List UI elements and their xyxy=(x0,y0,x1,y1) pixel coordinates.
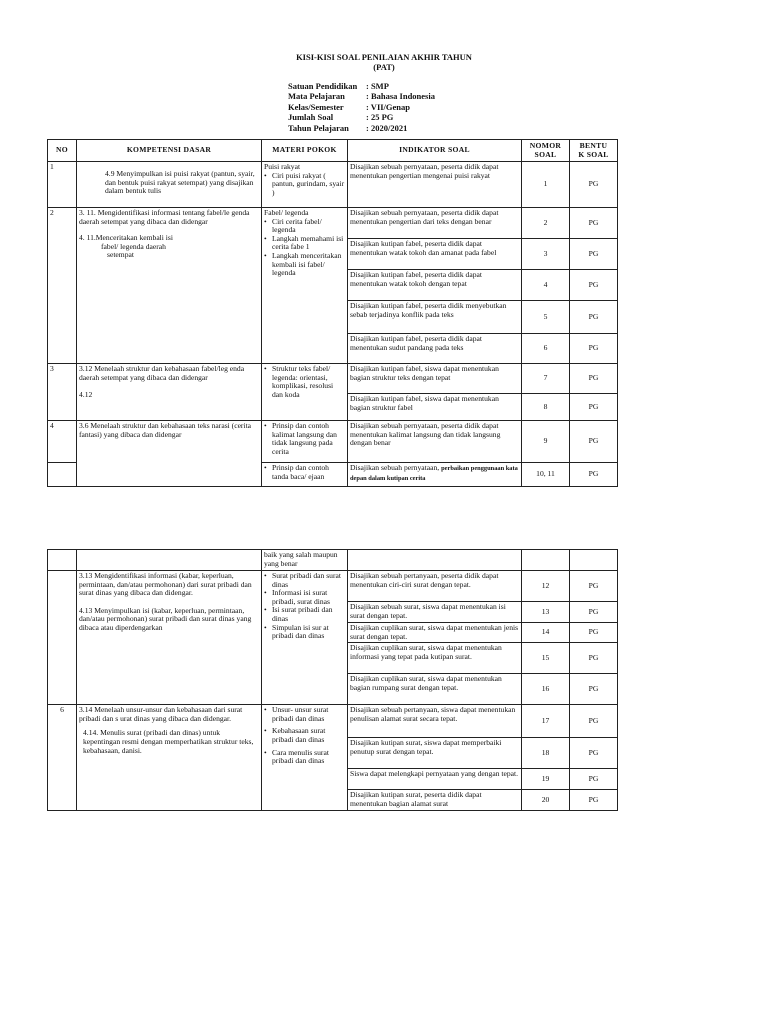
materi-item: • Prinsip dan contoh tanda baca/ ejaan xyxy=(264,464,345,481)
meta-row-jumlah xyxy=(288,112,435,122)
table-row xyxy=(48,208,618,239)
materi-cell xyxy=(262,162,348,208)
kd-text: 3.14 Menelaah unsur-unsur dan kebahasaan dari surat pribadi dan s urat dinas yang dibaca dan didengar. xyxy=(79,705,243,723)
table-row xyxy=(48,162,618,208)
materi-item: • Ciri puisi rakyat ( pantun, gurindam, syair ) xyxy=(264,172,345,198)
materi-item: • Langkah menceritakan kembali isi fabel/ legenda xyxy=(264,252,345,278)
kd-text-2: 4.14. Menulis surat (pribadi dan dinas) untuk kepentingan resmi dengan memperhatikan struktur teks, kebahasaan, danisi. xyxy=(83,728,254,755)
indikator-text-small: perbaikan penggunaan kata depan dalam kutipan cerita xyxy=(350,465,518,482)
header-materi-pokok: MATERI POKOK xyxy=(262,140,348,162)
kd-text: 3.12 Menelaah struktur dan kebahasaan fabel/leg enda daerah setempat yang dibaca dan didengar xyxy=(79,364,245,382)
bentuk-soal: PG xyxy=(570,463,618,487)
table-header-row xyxy=(48,140,618,162)
header-nomor-soal xyxy=(522,140,570,162)
kd-text-2: 4. 11.Menceritakan kembali isi xyxy=(79,233,173,243)
bentuk-soal: PG xyxy=(570,421,618,463)
bentuk-soal: PG xyxy=(570,602,618,623)
indikator-text: Disajikan sebuah pertanyaan, peserta didik dapat menentukan ciri-ciri surat dengan tepat. xyxy=(348,571,522,602)
row-number: 4 xyxy=(48,421,77,463)
header-bentuk-line2: K SOAL xyxy=(578,149,609,159)
table-row xyxy=(48,550,618,571)
kd-text: 3.6 Menelaah struktur dan kebahasaan teks narasi (cerita fantasi) yang dibaca dan didengar xyxy=(77,421,262,487)
materi-cell xyxy=(262,705,348,811)
nomor-soal: 14 xyxy=(522,623,570,643)
materi-cell xyxy=(262,463,348,487)
bentuk-soal: PG xyxy=(570,571,618,602)
materi-item: • Prinsip dan contoh kalimat langsung dan tidak langsung pada cerita xyxy=(264,422,345,456)
header-kompetensi-dasar: KOMPETENSI DASAR xyxy=(77,140,262,162)
indikator-text: Siswa dapat melengkapi pernyataan yang dengan tepat. xyxy=(348,769,522,790)
document-title: KISI-KISI SOAL PENILAIAN AKHIR TAHUN xyxy=(296,52,472,62)
meta-row-mapel xyxy=(288,91,435,101)
indikator-text: Disajikan kutipan fabel, peserta didik menyebutkan sebab terjadinya konflik pada teks xyxy=(348,301,522,334)
indikator-text: Disajikan sebuah surat, siswa dapat menentukan isi surat dengan tepat. xyxy=(348,602,522,623)
meta-row-kelas xyxy=(288,102,435,112)
meta-label: Satuan Pendidikan xyxy=(288,81,358,91)
materi-cell xyxy=(262,208,348,364)
indikator-text: Disajikan cuplikan surat, siswa dapat menentukan informasi yang tepat pada kutipan surat. xyxy=(348,643,522,674)
kd-text-2: 4.13 Menyimpulkan isi (kabar, keperluan, permintaan, dan/atau permohonan) surat pribadi dan surat dinas yang dibaca atau diperdengarkan xyxy=(79,605,252,632)
kd-text: 4.9 Menyimpulkan isi puisi rakyat (pantun, syair, dan bentuk puisi rakyat setempat) yang disajikan dalam bentuk tulis xyxy=(77,162,262,208)
bentuk-soal: PG xyxy=(570,162,618,208)
materi-item: • Simpulan isi sur at pribadi dan dinas xyxy=(264,624,345,641)
bentuk-soal: PG xyxy=(570,301,618,334)
materi-item: • Langkah memahami isi cerita fabe 1 xyxy=(264,235,345,252)
nomor-soal: 15 xyxy=(522,643,570,674)
header-nomor-line2: SOAL xyxy=(534,149,557,159)
indikator-cell xyxy=(348,463,522,487)
indikator-text: Disajikan cuplikan surat, siswa dapat menentukan jenis surat dengan tepat. xyxy=(348,623,522,643)
kd-cell xyxy=(77,705,262,811)
table-row xyxy=(48,571,618,602)
row-number: 6 xyxy=(48,705,77,811)
kd-cell xyxy=(77,208,262,364)
materi-item: • Surat pribadi dan surat dinas xyxy=(264,572,345,589)
indikator-text: Disajikan sebuah pernyataan, peserta didik dapat menentukan pengertian mengenai puisi rakyat xyxy=(348,162,522,208)
indikator-text: Disajikan sebuah pernyataan, peserta didik dapat menentukan pengertian dari teks dengan benar xyxy=(348,208,522,239)
bentuk-soal: PG xyxy=(570,270,618,301)
indikator-text: Disajikan kutipan fabel, peserta didik dapat menentukan sudut pandang pada teks xyxy=(348,334,522,364)
nomor-soal: 1 xyxy=(522,162,570,208)
header-bentuk-soal xyxy=(570,140,618,162)
materi-title: Fabel/ legenda xyxy=(264,208,309,217)
table-row xyxy=(48,705,618,738)
indikator-text: Disajikan kutipan fabel, peserta didik dapat menentukan watak tokoh dan amanat pada fabel xyxy=(348,239,522,270)
materi-item: • Ciri cerita fabel/ legenda xyxy=(264,218,345,235)
indikator-empty xyxy=(348,550,522,571)
indikator-text: Disajikan sebuah pernyataan, xyxy=(350,463,440,472)
nomor-soal: 12 xyxy=(522,571,570,602)
table-row xyxy=(48,364,618,394)
materi-cell xyxy=(262,364,348,421)
kd-empty xyxy=(77,550,262,571)
materi-item: • Unsur- unsur surat pribadi dan dinas xyxy=(264,706,345,723)
indikator-text: Disajikan kutipan fabel, siswa dapat menentukan bagian struktur teks dengan tepat xyxy=(348,364,522,394)
meta-value: : Bahasa Indonesia xyxy=(366,91,435,102)
meta-label: Mata Pelajaran xyxy=(288,91,345,102)
header-indikator-soal: INDIKATOR SOAL xyxy=(348,140,522,162)
materi-cell xyxy=(262,421,348,463)
kisi-table-page-1 xyxy=(47,139,618,487)
nomor-soal: 17 xyxy=(522,705,570,738)
meta-block xyxy=(288,81,435,133)
bentuk-soal: PG xyxy=(570,239,618,270)
bentuk-soal: PG xyxy=(570,643,618,674)
indikator-text: Disajikan kutipan fabel, siswa dapat menentukan bagian struktur fabel xyxy=(348,394,522,421)
meta-row-satuan xyxy=(288,81,435,91)
nomor-soal: 6 xyxy=(522,334,570,364)
nomor-soal: 9 xyxy=(522,421,570,463)
materi-title: Puisi rakyat xyxy=(264,162,301,171)
nomor-soal: 8 xyxy=(522,394,570,421)
nomor-soal: 2 xyxy=(522,208,570,239)
nomor-soal: 16 xyxy=(522,674,570,705)
bentuk-soal: PG xyxy=(570,705,618,738)
nomor-soal: 18 xyxy=(522,738,570,769)
row-number: 3 xyxy=(48,364,77,421)
nomor-soal: 20 xyxy=(522,790,570,811)
kd-cell xyxy=(77,364,262,421)
table-row xyxy=(48,421,618,463)
bentuk-soal: PG xyxy=(570,334,618,364)
bentuk-soal: PG xyxy=(570,208,618,239)
meta-value: : 25 PG xyxy=(366,112,394,123)
document-subtitle: (PAT) xyxy=(373,62,395,72)
nomor-empty xyxy=(522,550,570,571)
nomor-soal: 4 xyxy=(522,270,570,301)
meta-value: : 2020/2021 xyxy=(366,122,408,133)
nomor-soal: 19 xyxy=(522,769,570,790)
materi-item: • Kebahasaan surat pribadi dan dinas xyxy=(264,727,345,744)
indikator-text: Disajikan sebuah pertanyaan, siswa dapat menentukan penulisan alamat surat secara tepat. xyxy=(348,705,522,738)
bentuk-soal: PG xyxy=(570,674,618,705)
header-bentuk-line1: BENTU xyxy=(579,140,608,150)
nomor-soal: 5 xyxy=(522,301,570,334)
meta-row-tahun xyxy=(288,123,435,133)
bentuk-soal: PG xyxy=(570,364,618,394)
meta-label: Jumlah Soal xyxy=(288,112,334,123)
materi-item: • Struktur teks fabel/ legenda: orientasi, komplikasi, resolusi dan koda xyxy=(264,365,345,399)
kd-text: 3. 11. Mengidentifikasi informasi tentang fabel/le genda daerah setempat yang dibaca dan didengar xyxy=(79,208,250,226)
meta-value: : VII/Genap xyxy=(366,101,411,112)
kd-text-2b: fabel/ legenda daerah xyxy=(101,241,166,251)
nomor-soal: 10, 11 xyxy=(522,463,570,487)
kd-text: 3.13 Mengidentifikasi informasi (kabar, keperluan, permintaan, dan/atau permohonan) dari surat pribadi dan surat dinas yang dibaca dan didengar. xyxy=(79,571,252,598)
materi-item: • Isi surat pribadi dan dinas xyxy=(264,606,345,623)
materi-item: • Informasi isi surat pribadi, surat dinas xyxy=(264,589,345,606)
meta-label: Kelas/Semester xyxy=(288,101,344,112)
materi-carry: baik yang salah maupun yang benar xyxy=(262,550,348,571)
row-number-empty xyxy=(48,571,77,705)
meta-label: Tahun Pelajaran xyxy=(288,122,349,133)
materi-cell xyxy=(262,571,348,705)
row-number-empty xyxy=(48,463,77,487)
row-number: 1 xyxy=(48,162,77,208)
indikator-text: Disajikan kutipan fabel, peserta didik dapat menentukan watak tokoh dengan tepat xyxy=(348,270,522,301)
header-no: NO xyxy=(48,140,77,162)
indikator-text: Disajikan sebuah pernyataan, peserta didik dapat menentukan kalimat langsung dan tidak langsung dengan benar xyxy=(348,421,522,463)
nomor-soal: 13 xyxy=(522,602,570,623)
kisi-table-page-2 xyxy=(47,549,618,811)
row-number-empty xyxy=(48,550,77,571)
kd-text-2: 4.12 xyxy=(79,390,93,400)
materi-item: • Cara menulis surat pribadi dan dinas xyxy=(264,749,345,766)
bentuk-soal: PG xyxy=(570,738,618,769)
indikator-text: Disajikan kutipan surat, peserta didik dapat menentukan bagian alamat surat xyxy=(348,790,522,811)
bentuk-empty xyxy=(570,550,618,571)
nomor-soal: 3 xyxy=(522,239,570,270)
nomor-soal: 7 xyxy=(522,364,570,394)
kd-cell xyxy=(77,571,262,705)
bentuk-soal: PG xyxy=(570,623,618,643)
bentuk-soal: PG xyxy=(570,790,618,811)
meta-value: : SMP xyxy=(366,81,389,91)
header-nomor-line1: NOMOR xyxy=(529,140,562,150)
kd-text-2c: setempat xyxy=(107,250,134,260)
indikator-text: Disajikan kutipan surat, siswa dapat memperbaiki penutup surat dengan tepat. xyxy=(348,738,522,769)
indikator-text: Disajikan cuplikan surat, siswa dapat menentukan bagian rumpang surat dengan tepat. xyxy=(348,674,522,705)
row-number: 2 xyxy=(48,208,77,364)
bentuk-soal: PG xyxy=(570,769,618,790)
bentuk-soal: PG xyxy=(570,394,618,421)
